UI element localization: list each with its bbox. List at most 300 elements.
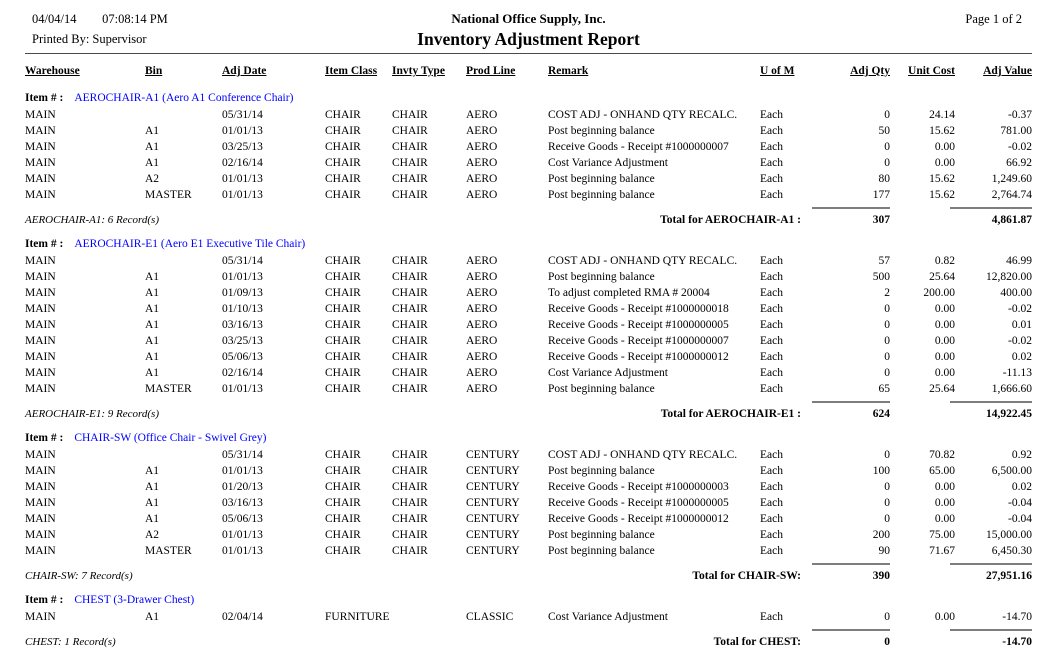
cell-unit-cost: 0.00 bbox=[934, 611, 955, 623]
cell-invty-type bbox=[392, 609, 466, 625]
cell-item-class: CHAIR bbox=[325, 449, 361, 461]
cell-bin: A1 bbox=[145, 141, 160, 153]
cell-remark: Post beginning balance bbox=[548, 173, 655, 185]
cell-uofm: Each bbox=[760, 545, 783, 557]
cell-prod-line: CENTURY bbox=[466, 529, 520, 541]
total-value: -14.70 bbox=[955, 625, 1032, 650]
col-header-invty-type: Invty Type bbox=[392, 65, 445, 77]
item-link[interactable]: AEROCHAIR-A1 (Aero A1 Conference Chair) bbox=[74, 92, 294, 104]
cell-unit-cost: 15.62 bbox=[929, 173, 955, 185]
print-info bbox=[25, 10, 295, 50]
cell-uofm: Each bbox=[760, 109, 783, 121]
cell-warehouse: MAIN bbox=[25, 513, 56, 525]
header-divider bbox=[25, 53, 1032, 54]
cell-invty-type: CHAIR bbox=[392, 255, 428, 267]
cell-adj-date: 03/25/13 bbox=[222, 335, 263, 347]
cell-invty-type: CHAIR bbox=[392, 529, 428, 541]
cell-item-class: CHAIR bbox=[325, 481, 361, 493]
table-row bbox=[25, 269, 1032, 285]
cell-adj-value: 0.02 bbox=[1011, 481, 1032, 493]
cell-bin: A1 bbox=[145, 351, 160, 363]
cell-prod-line: AERO bbox=[466, 157, 498, 169]
cell-warehouse: MAIN bbox=[25, 189, 56, 201]
cell-item-class: CHAIR bbox=[325, 497, 361, 509]
cell-item-class: CHAIR bbox=[325, 141, 361, 153]
total-value: 14,922.45 bbox=[955, 397, 1032, 422]
table-row bbox=[25, 155, 1032, 171]
cell-adj-value: -0.37 bbox=[1008, 109, 1032, 121]
table-row bbox=[25, 447, 1032, 463]
cell-uofm: Each bbox=[760, 189, 783, 201]
cell-unit-cost: 71.67 bbox=[929, 545, 955, 557]
cell-warehouse: MAIN bbox=[25, 141, 56, 153]
cell-bin: A1 bbox=[145, 611, 160, 623]
cell-item-class: CHAIR bbox=[325, 367, 361, 379]
item-link[interactable]: CHEST (3-Drawer Chest) bbox=[74, 594, 195, 606]
record-count-cell bbox=[25, 203, 548, 228]
cell-adj-date: 03/16/13 bbox=[222, 319, 263, 331]
cell-item-class: CHAIR bbox=[325, 125, 361, 137]
cell-bin bbox=[145, 447, 222, 463]
cell-adj-value: 2,764.74 bbox=[991, 189, 1032, 201]
cell-warehouse: MAIN bbox=[25, 465, 56, 477]
cell-warehouse: MAIN bbox=[25, 497, 56, 509]
cell-unit-cost: 0.00 bbox=[934, 157, 955, 169]
cell-warehouse: MAIN bbox=[25, 335, 56, 347]
cell-unit-cost: 0.00 bbox=[934, 481, 955, 493]
table-row bbox=[25, 301, 1032, 317]
cell-unit-cost: 0.00 bbox=[934, 497, 955, 509]
item-number-label: Item # : bbox=[25, 238, 64, 250]
cell-remark: Receive Goods - Receipt #1000000007 bbox=[548, 141, 729, 153]
item-section bbox=[25, 422, 1032, 584]
cell-remark: Cost Variance Adjustment bbox=[548, 157, 668, 169]
cell-prod-line: AERO bbox=[466, 109, 498, 121]
cell-prod-line: CENTURY bbox=[466, 545, 520, 557]
cell-bin: A1 bbox=[145, 271, 160, 283]
cell-unit-cost: 70.82 bbox=[929, 449, 955, 461]
cell-item-class: CHAIR bbox=[325, 271, 361, 283]
table-row bbox=[25, 285, 1032, 301]
cell-prod-line: AERO bbox=[466, 125, 498, 137]
cell-adj-date: 05/31/14 bbox=[222, 255, 263, 267]
cell-adj-date: 01/01/13 bbox=[222, 465, 263, 477]
item-number-label: Item # : bbox=[25, 594, 64, 606]
item-link[interactable]: AEROCHAIR-E1 (Aero E1 Executive Tile Chair) bbox=[74, 238, 306, 250]
cell-item-class: CHAIR bbox=[325, 287, 361, 299]
cell-remark: Post beginning balance bbox=[548, 125, 655, 137]
table-row bbox=[25, 495, 1032, 511]
cell-bin bbox=[145, 253, 222, 269]
total-label: Total for AEROCHAIR-E1 : bbox=[660, 408, 801, 420]
cell-remark: Receive Goods - Receipt #1000000012 bbox=[548, 513, 729, 525]
cell-unit-cost: 0.00 bbox=[934, 367, 955, 379]
print-time: 07:08:14 PM bbox=[102, 12, 168, 26]
cell-invty-type: CHAIR bbox=[392, 465, 428, 477]
cell-prod-line: CENTURY bbox=[466, 481, 520, 493]
cell-unit-cost: 15.62 bbox=[929, 125, 955, 137]
cell-uofm: Each bbox=[760, 141, 783, 153]
cell-adj-qty: 65 bbox=[878, 383, 890, 395]
cell-item-class: CHAIR bbox=[325, 173, 361, 185]
table-row bbox=[25, 253, 1032, 269]
total-qty: 307 bbox=[845, 203, 890, 228]
cell-warehouse: MAIN bbox=[25, 449, 56, 461]
cell-uofm: Each bbox=[760, 497, 783, 509]
cell-uofm: Each bbox=[760, 449, 783, 461]
col-header-adj-qty: Adj Qty bbox=[850, 65, 890, 77]
table-row bbox=[25, 139, 1032, 155]
cell-adj-date: 03/16/13 bbox=[222, 497, 263, 509]
cell-remark: Receive Goods - Receipt #1000000007 bbox=[548, 335, 729, 347]
cell-adj-value: 46.99 bbox=[1006, 255, 1032, 267]
cell-warehouse: MAIN bbox=[25, 611, 56, 623]
report-header bbox=[25, 10, 1032, 50]
cell-unit-cost: 0.00 bbox=[934, 303, 955, 315]
cell-adj-qty: 0 bbox=[884, 611, 890, 623]
cell-adj-date: 05/06/13 bbox=[222, 513, 263, 525]
column-header-row bbox=[25, 63, 1032, 82]
cell-adj-date: 03/25/13 bbox=[222, 141, 263, 153]
cell-invty-type: CHAIR bbox=[392, 287, 428, 299]
table-row bbox=[25, 187, 1032, 203]
cell-adj-qty: 0 bbox=[884, 497, 890, 509]
cell-adj-qty: 0 bbox=[884, 319, 890, 331]
cell-invty-type: CHAIR bbox=[392, 141, 428, 153]
record-count-cell bbox=[25, 397, 548, 422]
cell-adj-value: 400.00 bbox=[1000, 287, 1032, 299]
cell-invty-type: CHAIR bbox=[392, 383, 428, 395]
item-header-row bbox=[25, 82, 1032, 107]
total-unit-cost-spacer bbox=[890, 625, 955, 650]
cell-warehouse: MAIN bbox=[25, 271, 56, 283]
col-header-uofm: U of M bbox=[760, 65, 795, 77]
cell-warehouse: MAIN bbox=[25, 125, 56, 137]
cell-adj-date: 05/31/14 bbox=[222, 109, 263, 121]
cell-invty-type: CHAIR bbox=[392, 449, 428, 461]
cell-uofm: Each bbox=[760, 513, 783, 525]
cell-prod-line: CENTURY bbox=[466, 465, 520, 477]
cell-prod-line: AERO bbox=[466, 303, 498, 315]
cell-invty-type: CHAIR bbox=[392, 109, 428, 121]
table-row bbox=[25, 317, 1032, 333]
printed-by-value: Supervisor bbox=[92, 32, 147, 46]
cell-bin: A1 bbox=[145, 157, 160, 169]
cell-invty-type: CHAIR bbox=[392, 545, 428, 557]
cell-uofm: Each bbox=[760, 271, 783, 283]
item-section bbox=[25, 228, 1032, 422]
cell-remark: Post beginning balance bbox=[548, 271, 655, 283]
cell-item-class: CHAIR bbox=[325, 529, 361, 541]
cell-invty-type: CHAIR bbox=[392, 157, 428, 169]
cell-item-class: CHAIR bbox=[325, 189, 361, 201]
record-count: AEROCHAIR-E1: 9 Record(s) bbox=[25, 408, 159, 420]
cell-bin: A1 bbox=[145, 319, 160, 331]
cell-warehouse: MAIN bbox=[25, 545, 56, 557]
cell-adj-qty: 0 bbox=[884, 513, 890, 525]
cell-bin: A1 bbox=[145, 287, 160, 299]
cell-adj-qty: 57 bbox=[878, 255, 890, 267]
print-datetime bbox=[32, 10, 295, 29]
cell-unit-cost: 65.00 bbox=[929, 465, 955, 477]
item-section bbox=[25, 584, 1032, 650]
cell-adj-date: 01/01/13 bbox=[222, 271, 263, 283]
cell-invty-type: CHAIR bbox=[392, 351, 428, 363]
section-summary-row bbox=[25, 203, 1032, 228]
cell-invty-type: CHAIR bbox=[392, 335, 428, 347]
cell-adj-qty: 80 bbox=[878, 173, 890, 185]
cell-remark: Post beginning balance bbox=[548, 545, 655, 557]
cell-adj-value: 0.02 bbox=[1011, 351, 1032, 363]
col-header-warehouse: Warehouse bbox=[25, 65, 80, 77]
cell-invty-type: CHAIR bbox=[392, 481, 428, 493]
cell-invty-type: CHAIR bbox=[392, 303, 428, 315]
total-qty: 624 bbox=[845, 397, 890, 422]
table-row bbox=[25, 479, 1032, 495]
printed-by bbox=[32, 29, 295, 50]
cell-unit-cost: 15.62 bbox=[929, 189, 955, 201]
cell-bin: MASTER bbox=[145, 545, 192, 557]
cell-item-class: CHAIR bbox=[325, 335, 361, 347]
cell-unit-cost: 0.00 bbox=[934, 335, 955, 347]
cell-adj-value: 12,820.00 bbox=[986, 271, 1032, 283]
cell-adj-date: 05/31/14 bbox=[222, 449, 263, 461]
cell-invty-type: CHAIR bbox=[392, 513, 428, 525]
cell-bin bbox=[145, 107, 222, 123]
cell-adj-date: 02/16/14 bbox=[222, 367, 263, 379]
cell-adj-qty: 0 bbox=[884, 367, 890, 379]
cell-invty-type: CHAIR bbox=[392, 271, 428, 283]
cell-item-class: CHAIR bbox=[325, 255, 361, 267]
cell-adj-value: 0.92 bbox=[1011, 449, 1032, 461]
cell-adj-value: 6,450.30 bbox=[991, 545, 1032, 557]
cell-adj-value: 0.01 bbox=[1011, 319, 1032, 331]
cell-unit-cost: 24.14 bbox=[929, 109, 955, 121]
item-link[interactable]: CHAIR-SW (Office Chair - Swivel Grey) bbox=[74, 432, 267, 444]
cell-warehouse: MAIN bbox=[25, 481, 56, 493]
cell-adj-date: 01/01/13 bbox=[222, 173, 263, 185]
cell-adj-value: -11.13 bbox=[1002, 367, 1032, 379]
cell-adj-date: 01/01/13 bbox=[222, 529, 263, 541]
cell-bin: A2 bbox=[145, 529, 160, 541]
record-count: AEROCHAIR-A1: 6 Record(s) bbox=[25, 214, 159, 226]
cell-remark: Post beginning balance bbox=[548, 383, 655, 395]
cell-unit-cost: 0.00 bbox=[934, 513, 955, 525]
cell-item-class: FURNITURE bbox=[325, 611, 390, 623]
total-label: Total for CHAIR-SW: bbox=[692, 570, 801, 582]
record-count-cell bbox=[25, 559, 548, 584]
cell-uofm: Each bbox=[760, 465, 783, 477]
cell-remark: Post beginning balance bbox=[548, 529, 655, 541]
cell-unit-cost: 0.00 bbox=[934, 351, 955, 363]
cell-remark: Receive Goods - Receipt #1000000005 bbox=[548, 319, 729, 331]
cell-remark: Cost Variance Adjustment bbox=[548, 367, 668, 379]
cell-bin: A2 bbox=[145, 173, 160, 185]
cell-uofm: Each bbox=[760, 367, 783, 379]
cell-warehouse: MAIN bbox=[25, 351, 56, 363]
total-value: 27,951.16 bbox=[955, 559, 1032, 584]
cell-adj-date: 01/10/13 bbox=[222, 303, 263, 315]
col-header-prod-line: Prod Line bbox=[466, 65, 516, 77]
cell-uofm: Each bbox=[760, 611, 783, 623]
table-row bbox=[25, 349, 1032, 365]
item-number-label: Item # : bbox=[25, 432, 64, 444]
record-count: CHEST: 1 Record(s) bbox=[25, 636, 116, 648]
total-label-cell bbox=[548, 397, 845, 422]
cell-warehouse: MAIN bbox=[25, 303, 56, 315]
cell-adj-qty: 0 bbox=[884, 335, 890, 347]
col-header-remark: Remark bbox=[548, 65, 589, 77]
section-summary-row bbox=[25, 559, 1032, 584]
cell-bin: A1 bbox=[145, 303, 160, 315]
total-label: Total for CHEST: bbox=[713, 636, 801, 648]
print-date: 04/04/14 bbox=[32, 12, 77, 26]
company-name: National Office Supply, Inc. bbox=[451, 11, 606, 26]
cell-adj-qty: 0 bbox=[884, 481, 890, 493]
col-header-adj-date: Adj Date bbox=[222, 65, 267, 77]
table-row bbox=[25, 609, 1032, 625]
cell-uofm: Each bbox=[760, 173, 783, 185]
cell-prod-line: CENTURY bbox=[466, 513, 520, 525]
cell-adj-qty: 90 bbox=[878, 545, 890, 557]
cell-bin: A1 bbox=[145, 465, 160, 477]
cell-warehouse: MAIN bbox=[25, 255, 56, 267]
table-row bbox=[25, 171, 1032, 187]
cell-uofm: Each bbox=[760, 351, 783, 363]
cell-remark: Receive Goods - Receipt #1000000005 bbox=[548, 497, 729, 509]
cell-item-class: CHAIR bbox=[325, 303, 361, 315]
cell-warehouse: MAIN bbox=[25, 157, 56, 169]
page-title: Inventory Adjustment Report bbox=[417, 29, 640, 49]
cell-adj-value: 1,249.60 bbox=[991, 173, 1032, 185]
cell-invty-type: CHAIR bbox=[392, 189, 428, 201]
cell-bin: A1 bbox=[145, 481, 160, 493]
section-summary-row bbox=[25, 397, 1032, 422]
report-table bbox=[25, 63, 1032, 650]
cell-remark: Receive Goods - Receipt #1000000012 bbox=[548, 351, 729, 363]
col-header-unit-cost: Unit Cost bbox=[908, 65, 955, 77]
cell-warehouse: MAIN bbox=[25, 319, 56, 331]
cell-prod-line: AERO bbox=[466, 383, 498, 395]
cell-item-class: CHAIR bbox=[325, 383, 361, 395]
cell-item-class: CHAIR bbox=[325, 157, 361, 169]
cell-prod-line: AERO bbox=[466, 141, 498, 153]
item-number-label: Item # : bbox=[25, 92, 64, 104]
cell-adj-date: 05/06/13 bbox=[222, 351, 263, 363]
cell-item-class: CHAIR bbox=[325, 513, 361, 525]
cell-item-class: CHAIR bbox=[325, 351, 361, 363]
cell-adj-qty: 0 bbox=[884, 303, 890, 315]
cell-remark: COST ADJ - ONHAND QTY RECALC. bbox=[548, 109, 738, 121]
cell-warehouse: MAIN bbox=[25, 529, 56, 541]
cell-prod-line: AERO bbox=[466, 367, 498, 379]
cell-adj-date: 02/16/14 bbox=[222, 157, 263, 169]
cell-adj-qty: 177 bbox=[872, 189, 890, 201]
table-row bbox=[25, 511, 1032, 527]
cell-uofm: Each bbox=[760, 383, 783, 395]
cell-item-class: CHAIR bbox=[325, 109, 361, 121]
cell-bin: A1 bbox=[145, 335, 160, 347]
cell-prod-line: AERO bbox=[466, 335, 498, 347]
table-row bbox=[25, 123, 1032, 139]
record-count: CHAIR-SW: 7 Record(s) bbox=[25, 570, 133, 582]
cell-adj-value: 781.00 bbox=[1000, 125, 1032, 137]
section-summary-row bbox=[25, 625, 1032, 650]
cell-warehouse: MAIN bbox=[25, 367, 56, 379]
cell-unit-cost: 0.00 bbox=[934, 141, 955, 153]
table-row bbox=[25, 463, 1032, 479]
cell-remark: Post beginning balance bbox=[548, 465, 655, 477]
cell-item-class: CHAIR bbox=[325, 545, 361, 557]
item-header-row bbox=[25, 584, 1032, 609]
cell-adj-value: -0.02 bbox=[1008, 303, 1032, 315]
cell-invty-type: CHAIR bbox=[392, 319, 428, 331]
col-header-adj-value: Adj Value bbox=[983, 65, 1032, 77]
cell-uofm: Each bbox=[760, 481, 783, 493]
cell-warehouse: MAIN bbox=[25, 173, 56, 185]
cell-unit-cost: 200.00 bbox=[923, 287, 955, 299]
table-row bbox=[25, 543, 1032, 559]
cell-adj-qty: 2 bbox=[884, 287, 890, 299]
cell-adj-qty: 0 bbox=[884, 157, 890, 169]
cell-item-class: CHAIR bbox=[325, 319, 361, 331]
cell-remark: Cost Variance Adjustment bbox=[548, 611, 668, 623]
cell-bin: A1 bbox=[145, 367, 160, 379]
cell-unit-cost: 0.82 bbox=[934, 255, 955, 267]
total-unit-cost-spacer bbox=[890, 203, 955, 228]
report-titles bbox=[295, 10, 762, 50]
cell-remark: Post beginning balance bbox=[548, 189, 655, 201]
cell-uofm: Each bbox=[760, 529, 783, 541]
cell-adj-value: -0.02 bbox=[1008, 335, 1032, 347]
cell-adj-qty: 0 bbox=[884, 141, 890, 153]
total-label-cell bbox=[548, 203, 845, 228]
cell-bin: A1 bbox=[145, 513, 160, 525]
cell-adj-value: -0.02 bbox=[1008, 141, 1032, 153]
col-header-item-class: Item Class bbox=[325, 65, 378, 77]
cell-unit-cost: 25.64 bbox=[929, 271, 955, 283]
cell-remark: COST ADJ - ONHAND QTY RECALC. bbox=[548, 255, 738, 267]
printed-by-label: Printed By: bbox=[32, 32, 90, 46]
cell-uofm: Each bbox=[760, 319, 783, 331]
cell-unit-cost: 0.00 bbox=[934, 319, 955, 331]
total-label-cell bbox=[548, 559, 845, 584]
item-header-row bbox=[25, 422, 1032, 447]
cell-remark: COST ADJ - ONHAND QTY RECALC. bbox=[548, 449, 738, 461]
cell-adj-date: 01/01/13 bbox=[222, 545, 263, 557]
cell-adj-date: 01/09/13 bbox=[222, 287, 263, 299]
page-indicator: Page 1 of 2 bbox=[965, 12, 1022, 26]
cell-adj-qty: 200 bbox=[872, 529, 890, 541]
cell-adj-date: 01/01/13 bbox=[222, 189, 263, 201]
cell-remark: Receive Goods - Receipt #1000000018 bbox=[548, 303, 729, 315]
cell-adj-date: 01/01/13 bbox=[222, 383, 263, 395]
total-unit-cost-spacer bbox=[890, 559, 955, 584]
cell-adj-date: 01/01/13 bbox=[222, 125, 263, 137]
cell-bin: MASTER bbox=[145, 383, 192, 395]
item-section bbox=[25, 82, 1032, 228]
total-value: 4,861.87 bbox=[955, 203, 1032, 228]
total-unit-cost-spacer bbox=[890, 397, 955, 422]
cell-adj-date: 01/20/13 bbox=[222, 481, 263, 493]
cell-uofm: Each bbox=[760, 303, 783, 315]
cell-bin: MASTER bbox=[145, 189, 192, 201]
cell-invty-type: CHAIR bbox=[392, 125, 428, 137]
cell-prod-line: AERO bbox=[466, 173, 498, 185]
cell-warehouse: MAIN bbox=[25, 287, 56, 299]
cell-item-class: CHAIR bbox=[325, 465, 361, 477]
table-row bbox=[25, 381, 1032, 397]
